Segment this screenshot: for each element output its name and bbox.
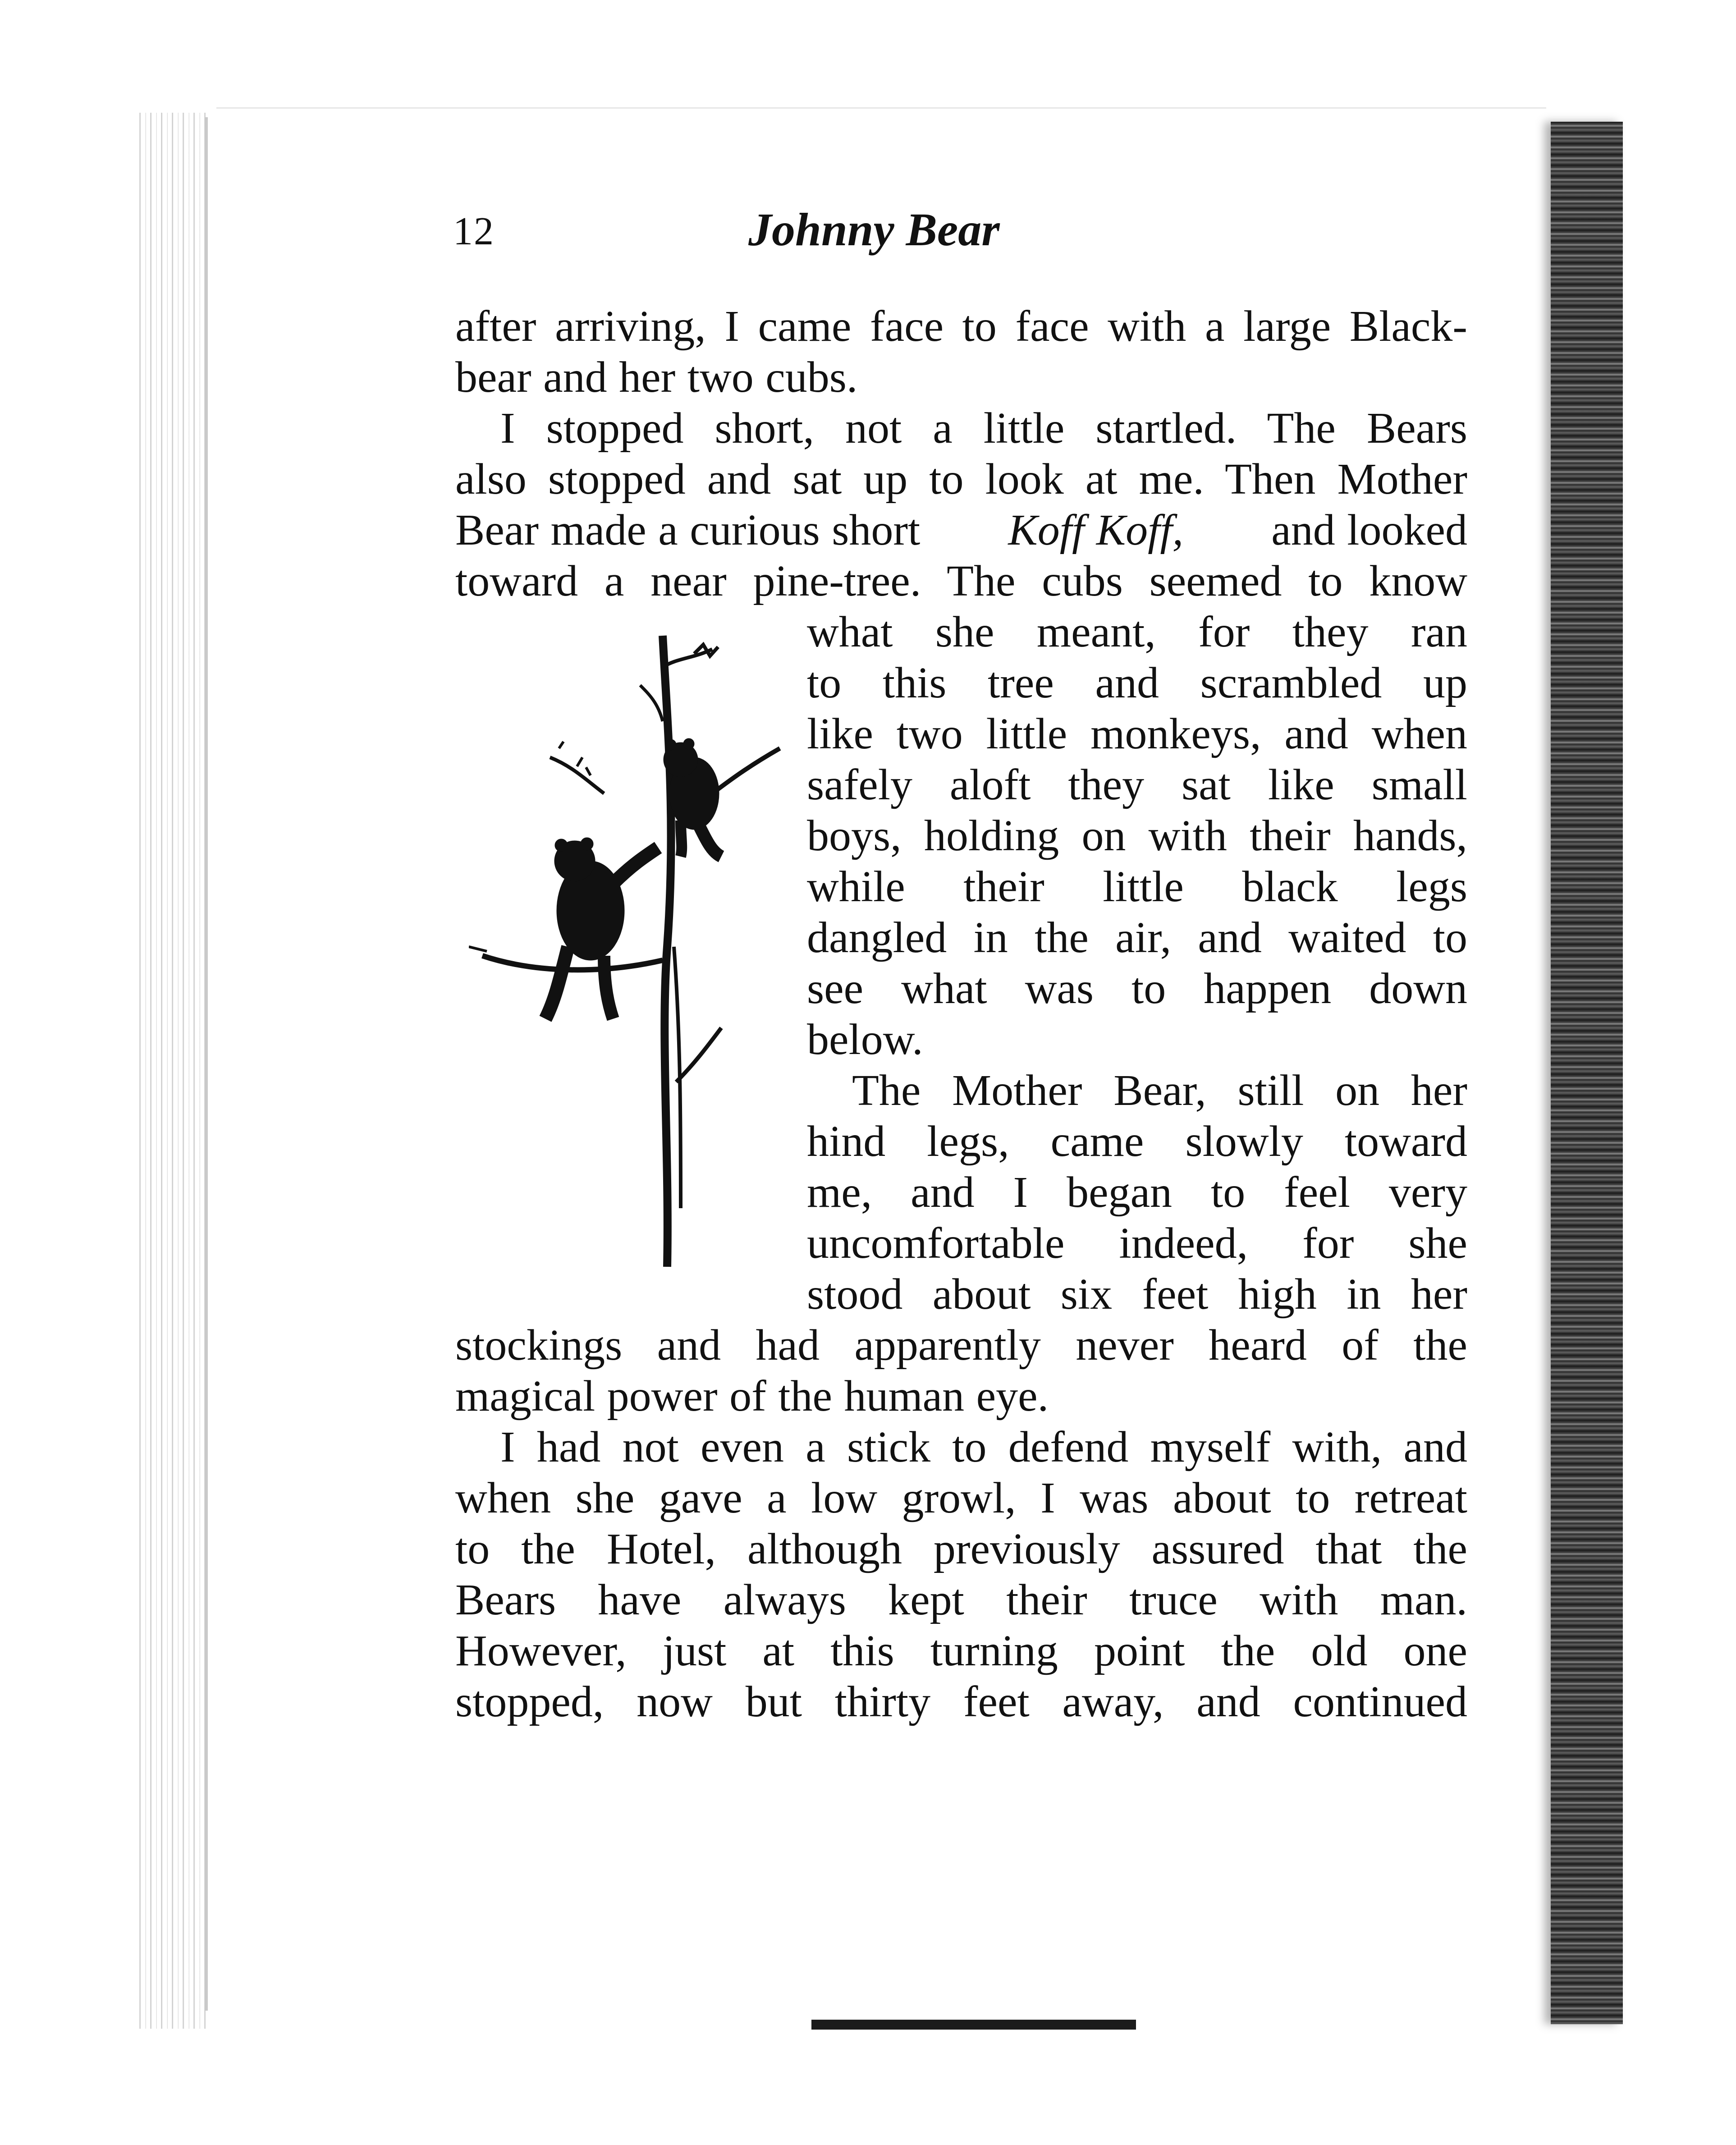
text-line: bear and her two cubs. [455, 353, 858, 402]
scan-right-book-edge [1551, 122, 1623, 2024]
text-line: dangled in the air, and waited to [807, 913, 1467, 962]
text-line: The Mother Bear, still on her [852, 1066, 1467, 1115]
text-segment-italic: Koff Koff, [1008, 506, 1184, 555]
bear-cubs-in-pine-tree-icon [469, 631, 784, 1289]
text-line: stopped, now but thirty feet away, and continued [455, 1678, 1467, 1726]
text-line: below. [807, 1015, 923, 1064]
page-left-edge [205, 117, 208, 2011]
text-line: I stopped short, not a little startled. The Bears [500, 404, 1467, 453]
text-line: also stopped and sat up to look at me. Then Mother [455, 455, 1467, 504]
text-line [455, 505, 1467, 556]
text-line: to the Hotel, although previously assured that the [455, 1525, 1467, 1573]
running-title: Johnny Bear [748, 204, 1000, 256]
text-line: when she gave a low growl, I was about to retreat [455, 1474, 1467, 1522]
text-line: stood about six feet high in her [807, 1270, 1467, 1319]
text-line: while their little black legs [807, 862, 1467, 911]
text-line: after arriving, I came face to face with a large Black- [455, 302, 1467, 351]
bottom-divider [811, 2020, 1136, 2030]
text-line: magical power of the human eye. [455, 1372, 1049, 1421]
text-line: However, just at this turning point the old one [455, 1627, 1467, 1675]
text-line: stockings and had apparently never heard of the [455, 1321, 1467, 1370]
text-line: me, and I began to feel very [807, 1168, 1467, 1217]
page-number: 12 [453, 210, 495, 253]
text-line: Bears have always kept their truce with man. [455, 1576, 1467, 1624]
scan-binding-edge [135, 113, 207, 2029]
text-line: see what was to happen down [807, 964, 1467, 1013]
text-line: like two little monkeys, and when [807, 710, 1467, 758]
text-line: uncomfortable indeed, for she [807, 1219, 1467, 1268]
text-line: boys, holding on with their hands, [807, 811, 1467, 860]
text-segment: and looked [1259, 506, 1467, 555]
text-line: hind legs, came slowly toward [807, 1117, 1467, 1166]
page-top-edge [216, 107, 1546, 109]
text-line: safely aloft they sat like small [807, 761, 1467, 809]
text-line: what she meant, for they ran [807, 608, 1467, 656]
text-line: to this tree and scrambled up [807, 659, 1467, 707]
text-segment: Bear made a curious short [455, 506, 932, 555]
text-line: I had not even a stick to defend myself with, and [500, 1423, 1467, 1471]
text-line: toward a near pine-tree. The cubs seemed to know [455, 557, 1467, 605]
